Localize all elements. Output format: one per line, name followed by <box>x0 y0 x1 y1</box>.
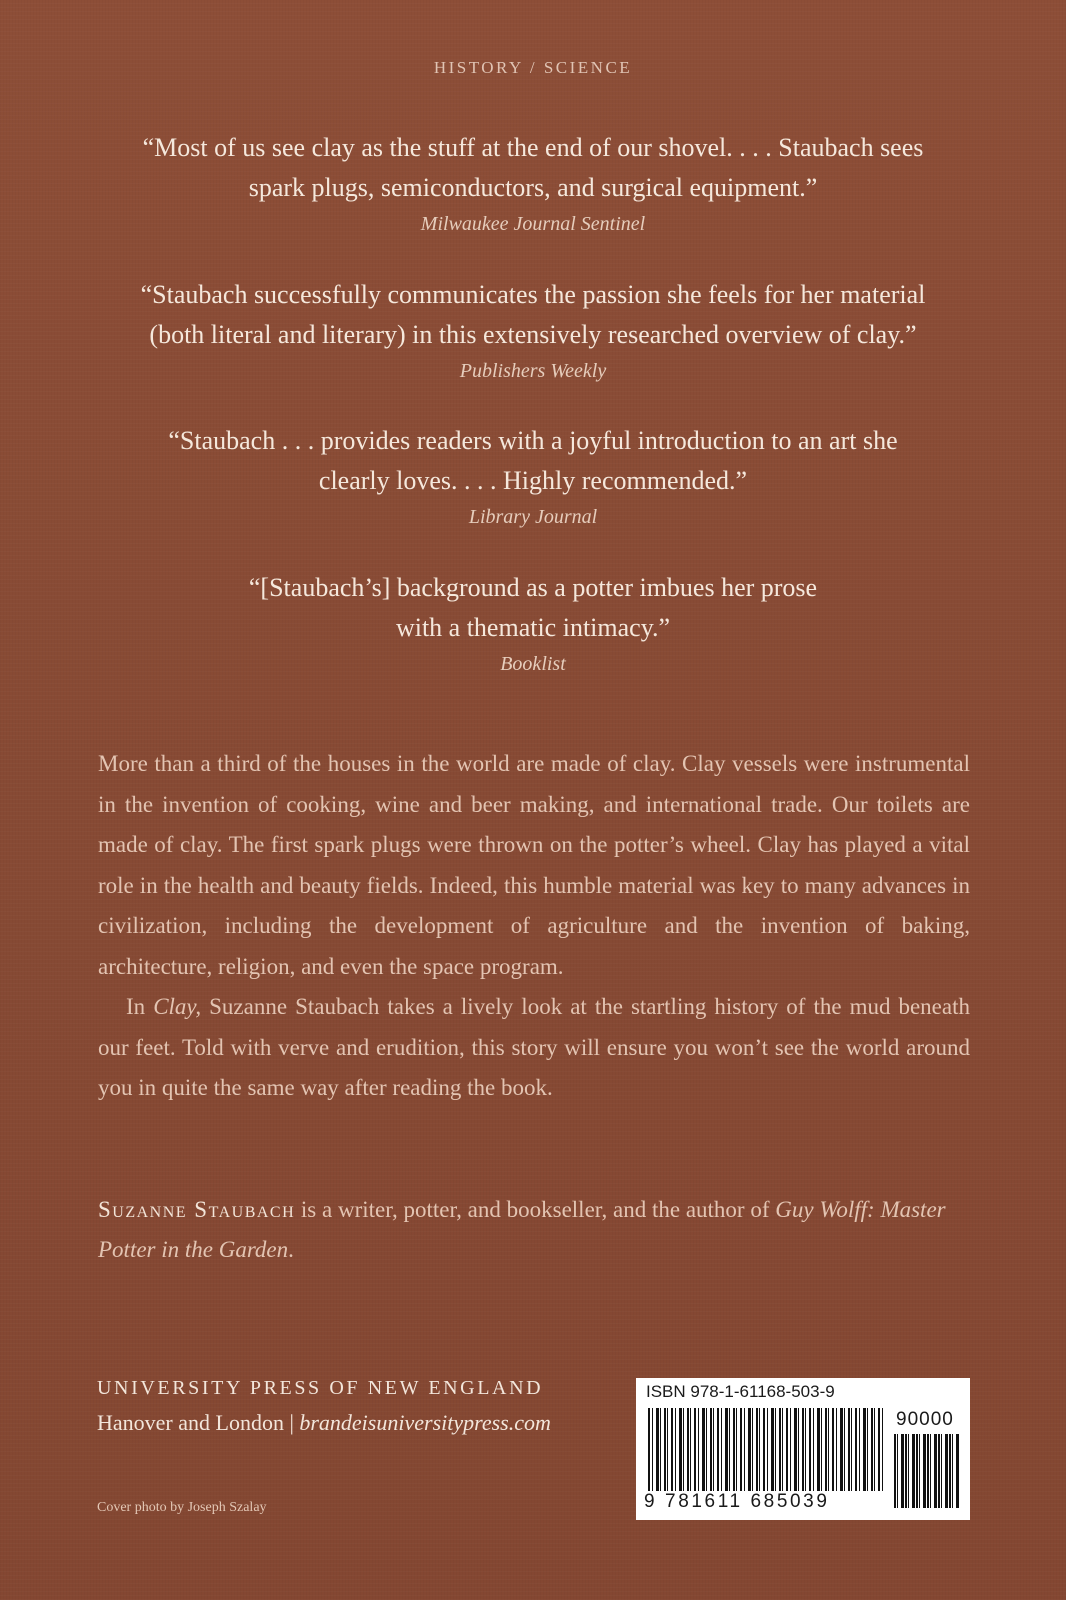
barcode-digits: 9 781611 685039 <box>642 1491 892 1513</box>
blurb-source: Library Journal <box>468 506 598 528</box>
author-bio-end: . <box>288 1237 294 1262</box>
publisher-name: UNIVERSITY PRESS OF NEW ENGLAND <box>97 1377 544 1399</box>
barcode-bars <box>648 1408 884 1494</box>
publisher-website: brandeisuniversitypress.com <box>299 1410 551 1435</box>
isbn-barcode <box>636 1378 970 1520</box>
quote-line: clearly loves. . . . Highly recommended.” <box>318 466 748 495</box>
quote-line: “Most of us see clay as the stuff at the end of our shovel. . . . Staubach sees <box>142 133 924 162</box>
blurb-1 <box>83 128 983 238</box>
blurb-quote <box>83 421 983 501</box>
author-bio-text: is a writer, potter, and bookseller, and the author of <box>295 1197 776 1222</box>
blurb-source: Publishers Weekly <box>459 360 607 382</box>
quote-line: with a thematic intimacy.” <box>395 613 671 642</box>
blurb-2 <box>83 275 983 385</box>
blurb-quote <box>83 568 983 648</box>
barcode-addon-bars <box>894 1434 960 1508</box>
blurb-quote <box>83 128 983 208</box>
author-previous-book: Guy Wolff: Master Potter in the Garden <box>98 1197 946 1262</box>
description-rest: Suzanne Staubach takes a lively look at the startling history of the mud beneath our feet. Told with verve and erudition, this story will ensure you won’t see the world around you in quite the same way after reading the book. <box>98 994 970 1100</box>
blurb-3 <box>83 421 983 531</box>
author-bio <box>98 1190 970 1270</box>
blurb-source: Booklist <box>500 653 566 675</box>
separator: | <box>283 1410 300 1435</box>
blurb-source: Milwaukee Journal Sentinel <box>420 213 646 235</box>
publisher-location <box>97 1403 607 1443</box>
description-prefix: In <box>126 994 154 1019</box>
description-paragraph-1: More than a third of the houses in the world are made of clay. Clay vessels were instrumental in the invention of cooking, wine and beer making, and international trade. Our toilets are made of clay. The first spark plugs were thrown on the potter’s wheel. Clay has played a vital role in the health and beauty fields. Indeed, this humble material was key to many advances in civilization, including the development of agriculture and the invention of baking, architecture, religion, and even the space program. <box>98 751 970 979</box>
book-title-inline: Clay, <box>153 994 202 1019</box>
quote-line: “[Staubach’s] background as a potter imbues her prose <box>248 573 818 602</box>
quote-line: (both literal and literary) in this extensively researched overview of clay.” <box>149 320 917 349</box>
photo-credit: Cover photo by Joseph Szalay <box>97 1500 267 1515</box>
quote-line: spark plugs, semiconductors, and surgical equipment.” <box>248 173 818 202</box>
book-description <box>98 744 970 1109</box>
publisher-place: Hanover and London <box>97 1410 284 1435</box>
isbn-number: ISBN 978-1-61168-503-9 <box>646 1382 835 1401</box>
category-label: HISTORY / SCIENCE <box>433 58 633 77</box>
quote-line: “Staubach . . . provides readers with a joyful introduction to an art she <box>168 426 898 455</box>
price-code: 90000 <box>896 1409 954 1430</box>
blurb-4 <box>83 568 983 678</box>
blurb-quote <box>83 275 983 355</box>
publisher-block <box>97 1373 607 1443</box>
description-paragraph-2 <box>98 987 970 1109</box>
author-name: Suzanne Staubach <box>98 1197 296 1222</box>
quote-line: “Staubach successfully communicates the passion she feels for her material <box>140 280 926 309</box>
